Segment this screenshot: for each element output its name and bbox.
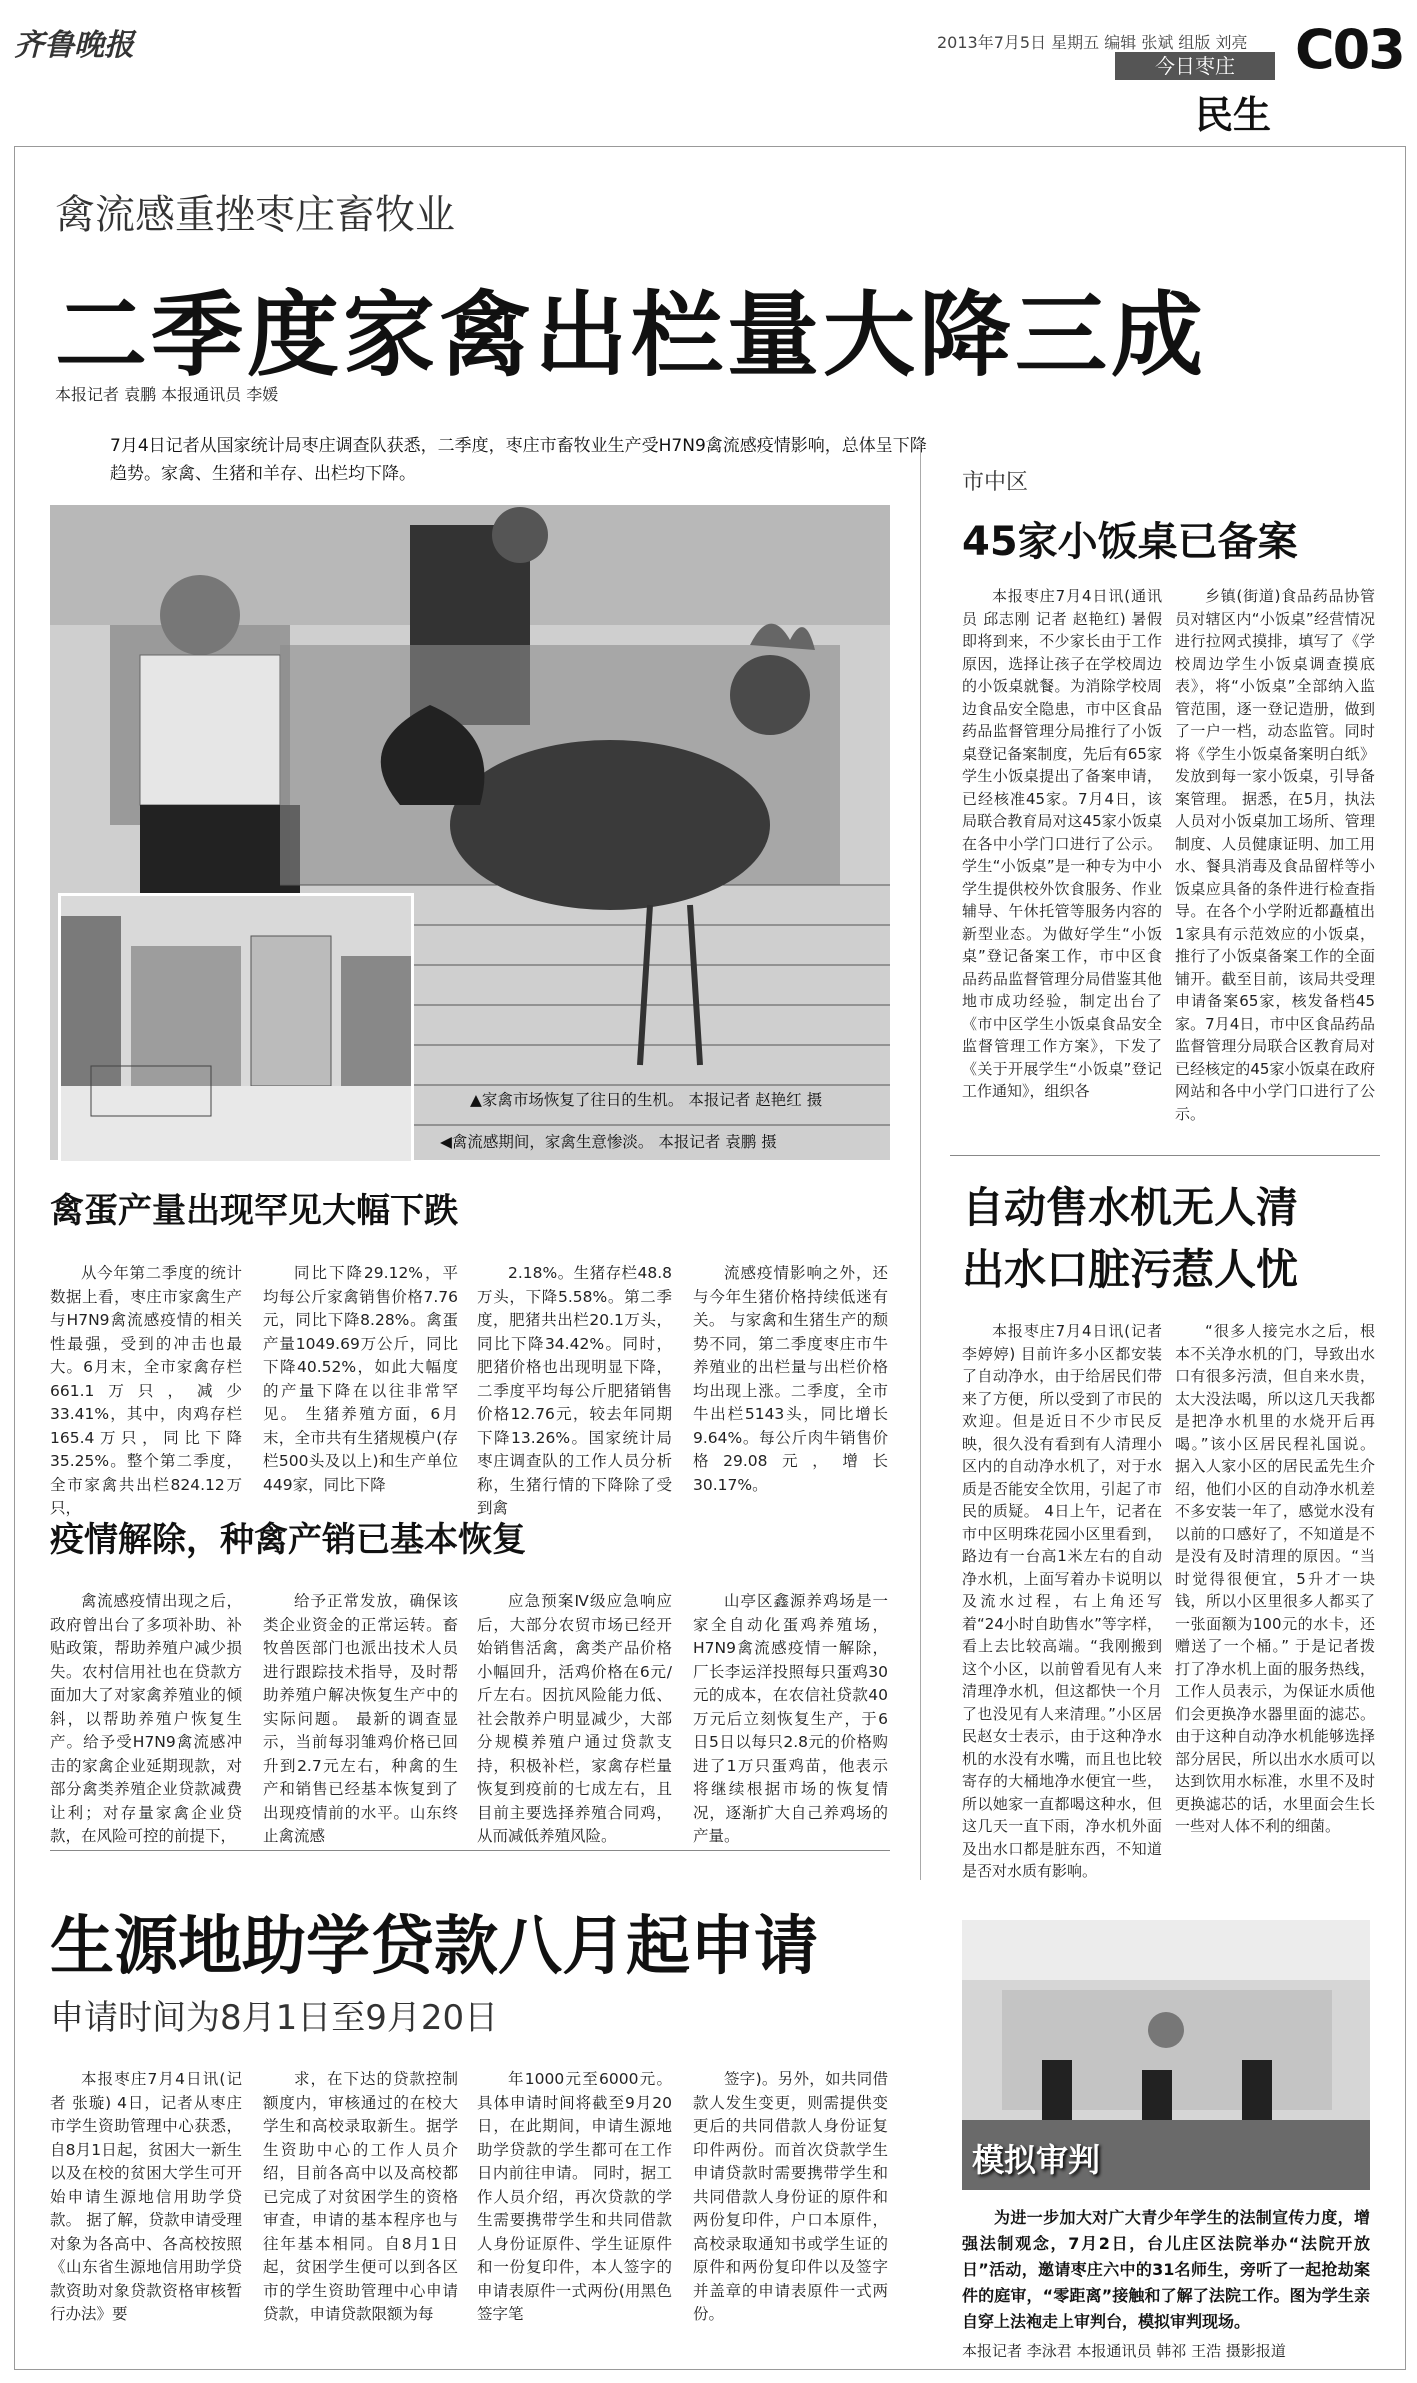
dateline: 2013年7月5日 星期五 编辑 张斌 组版 刘亮 — [937, 33, 1248, 52]
column-divider — [920, 440, 921, 1880]
page-code: C03 — [1295, 18, 1404, 81]
loan-col-2 — [263, 2068, 458, 2327]
sub2-col-3 — [477, 1590, 672, 1849]
sub2-col-1 — [50, 1590, 242, 1849]
sub1-col-1 — [50, 1262, 242, 1521]
loan-col-3 — [477, 2068, 672, 2327]
main-byline: 本报记者 袁鹏 本报通讯员 李媛 — [55, 385, 279, 404]
paragraph: 求，在下达的贷款控制额度内，审核通过的在校大学生和高校录取新生。据学生资助中心的工作人员介绍，目前各高中以及高校都已完成了对贫困学生的资格审查，申请的基本程序也与往年基本相同。自8月1日起，贫困学生便可以到各区市的学生资助管理中心申请贷款，申请贷款限额为每 — [263, 2070, 458, 2323]
paragraph: 同比下降29.12%，平均每公斤家禽销售价格7.76元，同比下降8.28%。禽蛋产量1049.69万公斤，同比下降40.52%，如此大幅度的产量下降在以往非常罕见。 生猪养殖方面，6月末，全市共有生猪规模户(存栏500头及以上)和生产单位449家，同比下降 — [263, 1264, 458, 1494]
masthead-logo: 齐鲁晚报 — [14, 28, 134, 63]
paragraph: 本报枣庄7月4日讯(记者 李婷婷) 目前许多小区都安装了自动净水，由于给居民们带来了方便，所以受到了市民的欢迎。但是近日不少市民反映，很久没有看到有人清理小区内的自动净水机了，对于水质是否能安全饮用，引起了市民的质疑。 4日上午，记者在市中区明珠花园小区里看到，路边有一台高1米左右的自动净水机，上面写着办卡说明以及流水过程，右上角还写着“24小时自助售水”等字样，看上去比较高端。“我刚搬到这个小区，以前曾看见有人来清理净水机，但这都快一个月了也没见有人来清理。”小区居民赵女士表示，由于这种净水机的水没有水嘴，而且也比较寄存的大桶地净水便宜一些，所以她家一直都喝这种水，但这几天一直下雨，净水机外面及出水口都是脏东西，不知道是否对水质有影响。 — [962, 1322, 1162, 1880]
court-byline: 本报记者 李泳君 本报通讯员 韩祁 王浩 摄影报道 — [962, 2342, 1286, 2360]
loan-subhead: 申请时间为8月1日至9月20日 — [50, 1998, 499, 2038]
section-name: 民生 — [1195, 93, 1272, 137]
paragraph: 签字)。另外，如共同借款人发生变更，则需提供变更后的共同借款人身份证复印件两份。而首次贷款学生申请贷款时需要携带学生和共同借款人身份证的原件和两份复印件，户口本原件，高校录取通知书或学生证的原件和两份复印件以及签字并盖章的申请表原件一式两份。 — [693, 2070, 888, 2323]
main-lede: 7月4日记者从国家统计局枣庄调查队获悉，二季度，枣庄市畜牧业生产受H7N9禽流感疫情影响，总体呈下降趋势。家禽、生猪和羊存、出栏均下降。 — [110, 436, 927, 484]
court-photo — [962, 1920, 1370, 2190]
paragraph: 从今年第二季度的统计数据上看，枣庄市家禽生产与H7N9禽流感疫情的相关性最强，受到的冲击也最大。6月末，全市家禽存栏661.1万只，减少33.41%，其中，肉鸡存栏165.4万只，同比下降35.25%。整个第二季度，全市家禽共出栏824.12万只， — [50, 1264, 242, 1517]
sub1-col-3 — [477, 1262, 672, 1521]
loan-col-1 — [50, 2068, 242, 2327]
side1-col-1 — [962, 585, 1162, 1103]
side2-col-2 — [1175, 1320, 1375, 1838]
paragraph: 应急预案Ⅳ级应急响应后，大部分农贸市场已经开始销售活禽，禽类产品价格小幅回升，活鸡价格在6元/斤左右。因抗风险能力低、社会散养户明显减少，大部分规模养殖户通过贷款支持，积极补栏，家禽存栏量恢复到疫前的七成左右，且目前主要选择养殖合同鸡，从而减低养殖风险。 — [477, 1592, 672, 1845]
sub1-col-2 — [263, 1262, 458, 1497]
side1-headline: 45家小饭桌已备案 — [962, 519, 1298, 565]
side2-col-1 — [962, 1320, 1162, 1883]
side1-col-2 — [1175, 585, 1375, 1125]
court-photo-label: 模拟审判 — [972, 2141, 1101, 2179]
paragraph: 2.18%。生猪存栏48.8万头，下降5.58%。第二季度，肥猪共出栏20.1万头，同比下降34.42%。同时，肥猪价格也出现明显下降，二季度平均每公斤肥猪销售价格12.76元，较去年同期下降13.26%。国家统计局枣庄调查队的工作人员分析称，生猪行情的下降除了受到禽 — [477, 1264, 672, 1517]
paragraph: 乡镇(街道)食品药品协管员对辖区内“小饭桌”经营情况进行拉网式摸排，填写了《学校周边学生小饭桌调查摸底表》，将“小饭桌”全部纳入监管范围，逐一登记造册，做到了一户一档，动态监管。同时将《学生小饭桌备案明白纸》发放到每一家小饭桌，引导备案管理。 据悉，在5月，执法人员对小饭桌加工场所、管理制度、人员健康证明、加工用水、餐具消毒及食品留样等小饭桌应具备的条件进行检查指导。在各个小学附近都矗植出1家具有示范效应的小饭桌，推行了小饭桌备案工作的全面铺开。截至目前，该局共受理申请备案65家，核发备档45家。7月4日，市中区食品药品监督管理分局联合区教育局对已经核定的45家小饭桌在政府网站和各中小学门口进行了公示。 — [1175, 587, 1375, 1123]
sub2-col-2 — [263, 1590, 458, 1849]
section-divider — [50, 1850, 890, 1851]
side2-headline-1: 自动售水机无人清 — [962, 1183, 1299, 1232]
paragraph: 本报枣庄7月4日讯(通讯员 邱志刚 记者 赵艳红) 暑假即将到来，不少家长由于工作原因，选择让孩子在学校周边的小饭桌就餐。为消除学校周边食品安全隐患，市中区食品药品监督管理分局推行了小饭桌登记备案制度，先后有65家学生小饭桌提出了备案申请，已经核准45家。7月4日，该局联合教育局对这45家小饭桌在各中小学门口进行了公示。 学生“小饭桌”是一种专为中小学生提供校外饮食服务、作业辅导、午休托管等服务内容的新型业态。为做好学生“小饭桌”登记备案工作，市中区食品药品监督管理分局借鉴其他地市成功经验，制定出台了《市中区学生小饭桌食品安全监督管理工作方案》，下发了《关于开展学生“小饭桌”登记工作通知》，组织各 — [962, 587, 1162, 1100]
loan-col-4 — [693, 2068, 888, 2327]
market-photo — [58, 893, 414, 1164]
paragraph: 禽流感疫情出现之后，政府曾出台了多项补助、补贴政策，帮助养殖户减少损失。农村信用社也在贷款方面加大了对家禽养殖业的倾斜，以帮助养殖户恢复生产。给予受H7N9禽流感冲击的家禽企业延期现款，对部分禽类养殖企业贷款减费让利；对存量家禽企业贷款，在风险可控的前提下， — [50, 1592, 242, 1845]
rooster-caption: ▲家禽市场恢复了往日的生机。 本报记者 赵艳红 摄 — [470, 1091, 823, 1109]
side-divider — [950, 1155, 1380, 1156]
sub1-col-4 — [693, 1262, 888, 1497]
subhead-eggs: 禽蛋产量出现罕见大幅下跌 — [50, 1191, 458, 1231]
paragraph: 山亭区鑫源养鸡场是一家全自动化蛋鸡养殖场，H7N9禽流感疫情一解除，厂长李运洋投照每只蛋鸡30元的成本，在农信社贷款40万元后立刻恢复生产，于6日5日以每只2.8元的价格购进了1万只蛋鸡苗，他表示将继续根据市场的恢复情况，逐渐扩大自己养鸡场的产量。 — [693, 1592, 888, 1845]
main-headline: 二季度家禽出栏量大降三成 — [55, 282, 1208, 389]
sub2-col-4 — [693, 1590, 888, 1849]
district-tag: 市中区 — [962, 470, 1029, 495]
market-photo-graphic — [61, 896, 411, 1161]
paragraph: “很多人接完水之后，根本不关净水机的门，导致出水口有很多污渍，但自来水贵，太大没法喝，所以这几天我都是把净水机里的水烧开后再喝。”该小区居民程礼国说。 据入人家小区的居民孟先生介绍，他们小区的自动净水机差不多安装一年了，感觉水没有以前的口感好了，不知道是不是没有及时清理的原因。“当时觉得很便宜，5升才一块钱，所以小区里很多人都买了一张面额为100元的水卡，还赠送了一个桶。” 于是记者拨打了净水机上面的服务热线，工作人员表示，为保证水质他们会更换净水器里面的滤芯。由于这种自动净水机能够选择部分居民，所以出水水质可以达到饮用水标准，水里不及时更换滤芯的话，水里面会生长一些对人体不利的细菌。 — [1175, 1322, 1375, 1835]
paragraph: 年1000元至6000元。具体申请时间将截至9月20日，在此期间，申请生源地助学贷款的学生都可在工作日内前往申请。 同时，据工作人员介绍，再次贷款的学生需要携带学生和共同借款人身份证原件、学生证原件和一份复印件，本人签字的申请表原件一式两份(用黑色签字笔 — [477, 2070, 672, 2323]
court-caption: 为进一步加大对广大青少年学生的法制宣传力度，增强法制观念，7月2日，台儿庄区法院举办“法院开放日”活动，邀请枣庄六中的31名师生，旁听了一起抢劫案件的庭审，“零距离”接触和了解了法院工作。图为学生亲自穿上法袍走上审判台，模拟审判现场。 — [962, 2208, 1370, 2331]
loan-headline: 生源地助学贷款八月起申请 — [50, 1910, 818, 1984]
market-caption: ◀禽流感期间，家禽生意惨淡。 本报记者 袁鹏 摄 — [440, 1133, 777, 1151]
paragraph: 流感疫情影响之外，还与今年生猪价格持续低迷有关。 与家禽和生猪生产的颓势不同，第二季度枣庄市牛养殖业的出栏量与出栏价格均出现上涨。二季度，全市牛出栏5143头，同比增长9.64%。每公斤肉牛销售价格29.08元，增长30.17%。 — [693, 1264, 888, 1494]
section-tag: 今日枣庄 — [1115, 52, 1275, 80]
subhead-recovery: 疫情解除，种禽产销已基本恢复 — [50, 1520, 526, 1560]
paragraph: 本报枣庄7月4日讯(记者 张璇) 4日，记者从枣庄市学生资助管理中心获悉，自8月1日起，贫困大一新生以及在校的贫困大学生可开始申请生源地信用助学贷款。 据了解，贷款申请受理对象为各高中、各高校按照《山东省生源地信用助学贷款资助对象贷款资格审核暂行办法》要 — [50, 2070, 242, 2323]
paragraph: 给予正常发放，确保该类企业资金的正常运转。畜牧兽医部门也派出技术人员进行跟踪技术指导，及时帮助养殖户解决恢复生产中的实际问题。 最新的调查显示，当前每羽雏鸡价格已回升到2.7元左右，种禽的生产和销售已经基本恢复到了出现疫情前的水平。山东终止禽流感 — [263, 1592, 458, 1845]
side2-headline-2: 出水口脏污惹人忧 — [962, 1245, 1299, 1294]
main-kicker: 禽流感重挫枣庄畜牧业 — [55, 192, 455, 238]
